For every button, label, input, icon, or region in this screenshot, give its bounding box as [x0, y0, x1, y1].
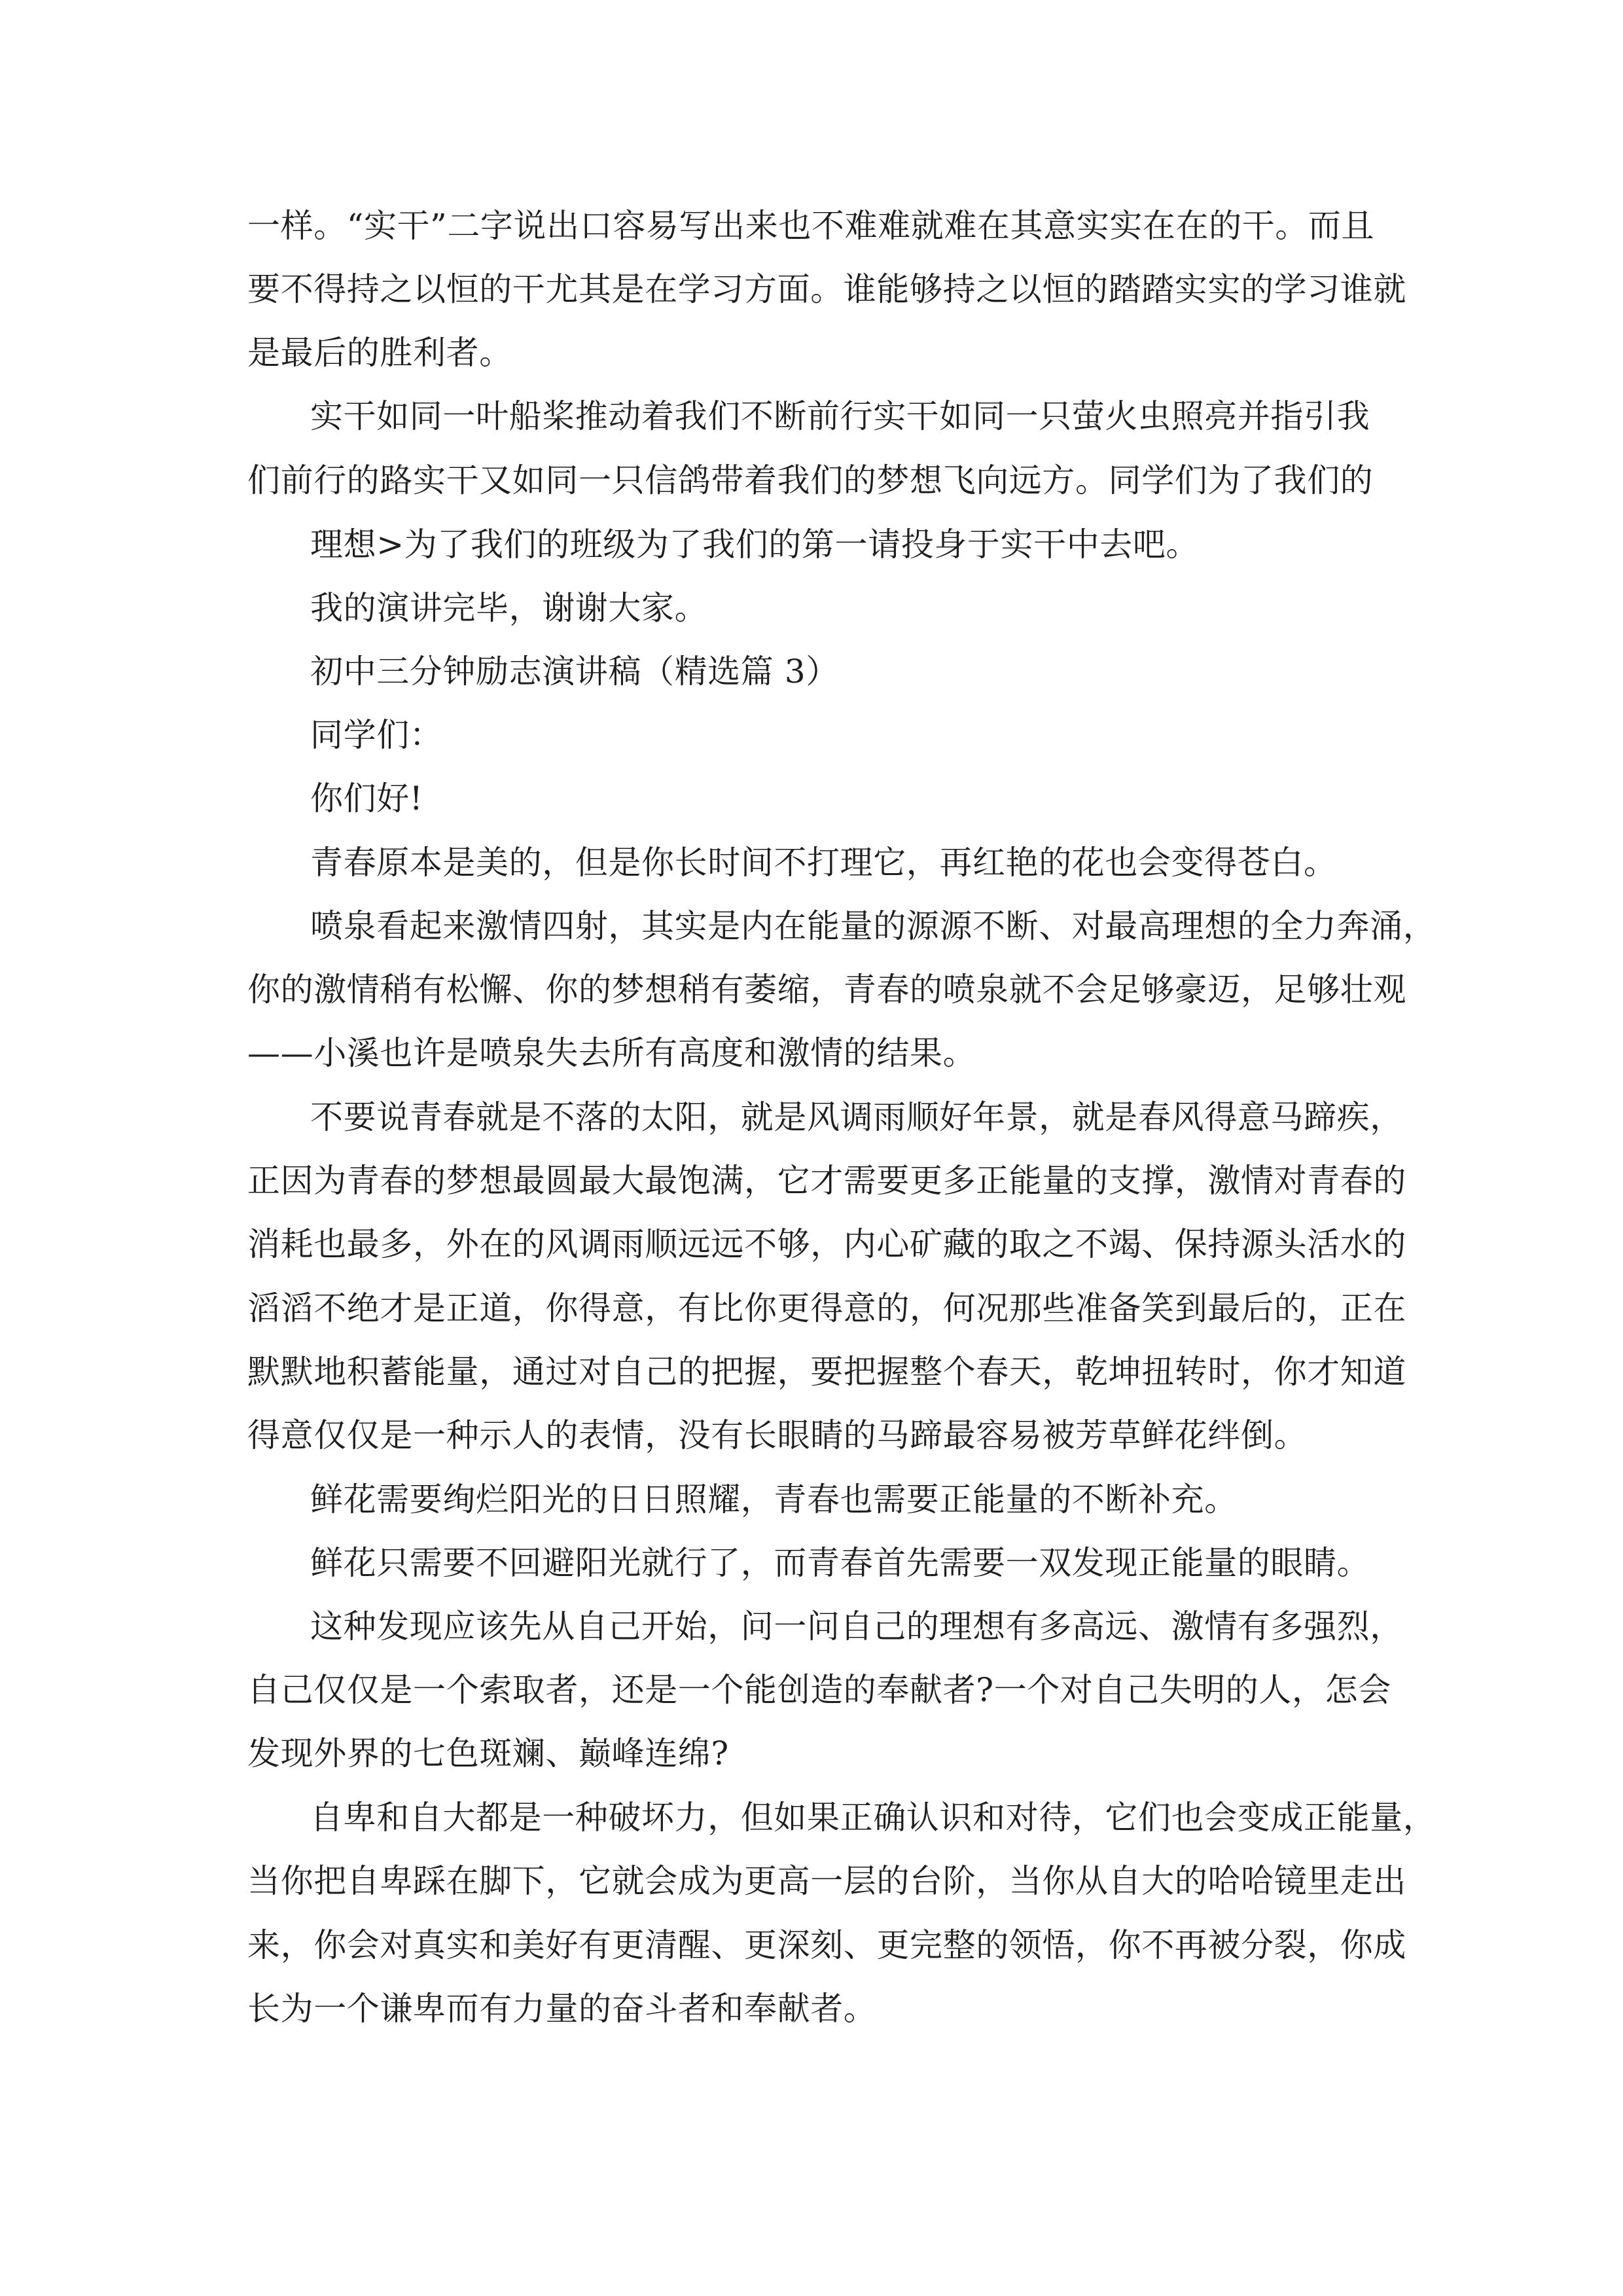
text-line: 们前行的路实干又如同一只信鸽带着我们的梦想飞向远方。同学们为了我们的: [247, 461, 1374, 499]
paragraph-line: 喷泉看起来激情四射，其实是内在能量的源源不断、对最高理想的全力奔涌，: [310, 907, 1436, 945]
text-line: 当你把自卑踩在脚下，它就会成为更高一层的台阶，当你从自大的哈哈镜里走出: [247, 1862, 1406, 1900]
text-line: 默默地积蓄能量，通过对自己的把握，要把握整个春天，乾坤扭转时，你才知道: [247, 1353, 1406, 1391]
text-line: 正因为青春的梦想最圆最大最饱满，它才需要更多正能量的支撑，激情对青春的: [247, 1162, 1406, 1200]
paragraph-line: 鲜花需要绚烂阳光的日日照耀，青春也需要正能量的不断补充。: [310, 1480, 1238, 1518]
paragraph-line: 实干如同一叶船桨推动着我们不断前行实干如同一只萤火虫照亮并指引我: [310, 397, 1370, 435]
text-line: 长为一个谦卑而有力量的奋斗者和奉献者。: [247, 1990, 877, 2028]
paragraph-line: 青春原本是美的，但是你长时间不打理它，再红艳的花也会变得苍白。: [310, 844, 1337, 882]
paragraph-line: 这种发现应该先从自己开始，问一问自己的理想有多高远、激情有多强烈，: [310, 1607, 1403, 1645]
salutation: 同学们：: [310, 716, 443, 754]
text-line: 要不得持之以恒的干尤其是在学习方面。谁能够持之以恒的踏踏实实的学习谁就: [247, 270, 1406, 308]
section-heading: 初中三分钟励志演讲稿（精选篇 3）: [310, 653, 839, 691]
paragraph-line: 自卑和自大都是一种破坏力，但如果正确认识和对待，它们也会变成正能量，: [310, 1799, 1436, 1837]
text-line: 自己仅仅是一个索取者，还是一个能创造的奉献者?一个对自己失明的人，怎会: [247, 1671, 1391, 1709]
text-line: 是最后的胜利者。: [247, 334, 512, 372]
greeting: 你们好!: [310, 780, 423, 817]
paragraph-line: 鲜花只需要不回避阳光就行了，而青春首先需要一双发现正能量的眼睛。: [310, 1544, 1370, 1582]
paragraph-line: 不要说青春就是不落的太阳，就是风调雨顺好年景，就是春风得意马蹄疾，: [310, 1098, 1403, 1136]
text-line: 来，你会对真实和美好有更清醒、更深刻、更完整的领悟，你不再被分裂，你成: [247, 1926, 1406, 1964]
paragraph-line: 理想>为了我们的班级为了我们的第一请投身于实干中去吧。: [310, 526, 1200, 564]
text-line: ——小溪也许是喷泉失去所有高度和激情的结果。: [247, 1034, 976, 1072]
text-line: 发现外界的七色斑斓、巅峰连绵?: [247, 1734, 729, 1772]
text-line: 得意仅仅是一种示人的表情，没有长眼睛的马蹄最容易被芳草鲜花绊倒。: [247, 1416, 1308, 1454]
text-line: 消耗也最多，外在的风调雨顺远远不够，内心矿藏的取之不竭、保持源头活水的: [247, 1225, 1406, 1263]
text-line: 一样。“实干”二字说出口容易写出来也不难难就难在其意实实在在的干。而且: [247, 207, 1375, 245]
text-line: 滔滔不绝才是正道，你得意，有比你更得意的，何况那些准备笑到最后的，正在: [247, 1289, 1406, 1327]
text-line: 你的激情稍有松懈、你的梦想稍有萎缩，青春的喷泉就不会足够豪迈，足够壮观: [247, 971, 1406, 1009]
paragraph-line: 我的演讲完毕，谢谢大家。: [310, 589, 708, 627]
